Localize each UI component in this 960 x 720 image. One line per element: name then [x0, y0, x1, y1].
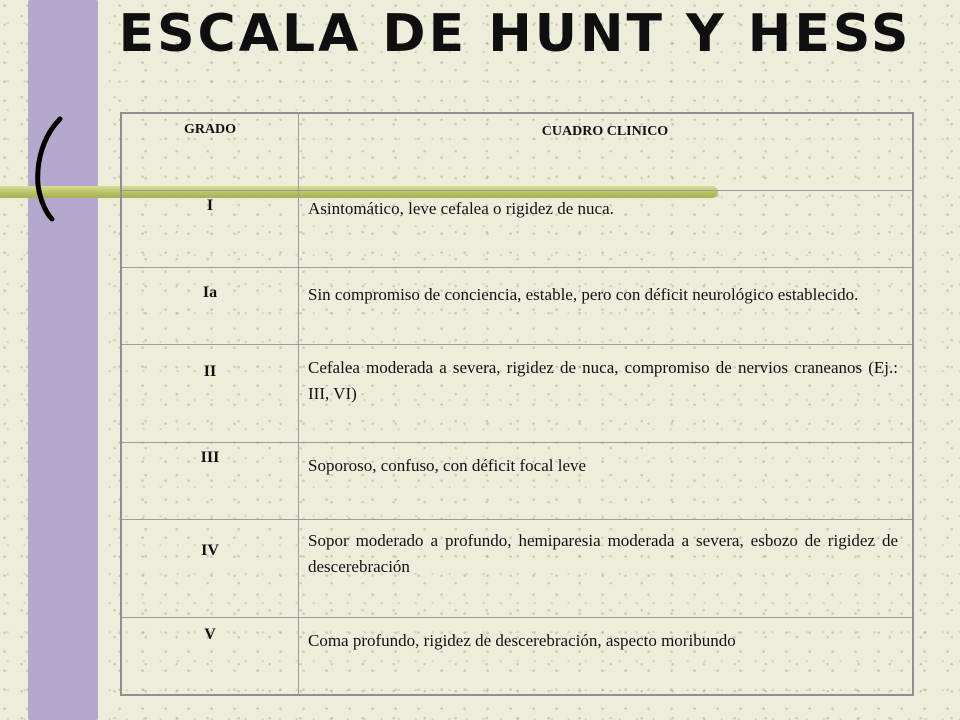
table-row: [122, 190, 912, 268]
table-row: [122, 442, 912, 520]
hunt-hess-table: [120, 112, 914, 696]
grade-cell: II: [203, 363, 217, 380]
grade-cell: IV: [201, 542, 219, 559]
description-cell: Asintomático, leve cefalea o rigidez de nuca.: [308, 199, 614, 218]
table-row: [122, 617, 912, 697]
table-header-row: [122, 114, 912, 190]
bracket-decoration-icon: [26, 115, 66, 225]
header-cuadro-clinico: CUADRO CLINICO: [541, 124, 669, 139]
page-title: ESCALA DE HUNT Y HESS: [118, 4, 912, 64]
table-row: [122, 519, 912, 618]
description-cell: Coma profundo, rigidez de descerebración, aspecto moribundo: [308, 631, 736, 650]
grade-cell: III: [200, 449, 220, 466]
description-cell: Sopor moderado a profundo, hemiparesia moderada a severa, esbozo de rigidez de descerebración: [308, 531, 898, 576]
description-cell: Sin compromiso de conciencia, estable, pero con déficit neurológico establecido.: [308, 285, 859, 304]
header-grado: GRADO: [183, 122, 237, 137]
decorative-left-band: [28, 0, 98, 720]
grade-cell: V: [204, 626, 216, 643]
grade-cell: Ia: [202, 284, 218, 301]
table-row: [122, 344, 912, 443]
description-cell: Cefalea moderada a severa, rigidez de nuca, compromiso de nervios craneanos (Ej.: III, VI): [308, 358, 898, 403]
description-cell: Soporoso, confuso, con déficit focal leve: [308, 456, 587, 475]
grade-cell: I: [206, 197, 214, 214]
table-row: [122, 267, 912, 345]
